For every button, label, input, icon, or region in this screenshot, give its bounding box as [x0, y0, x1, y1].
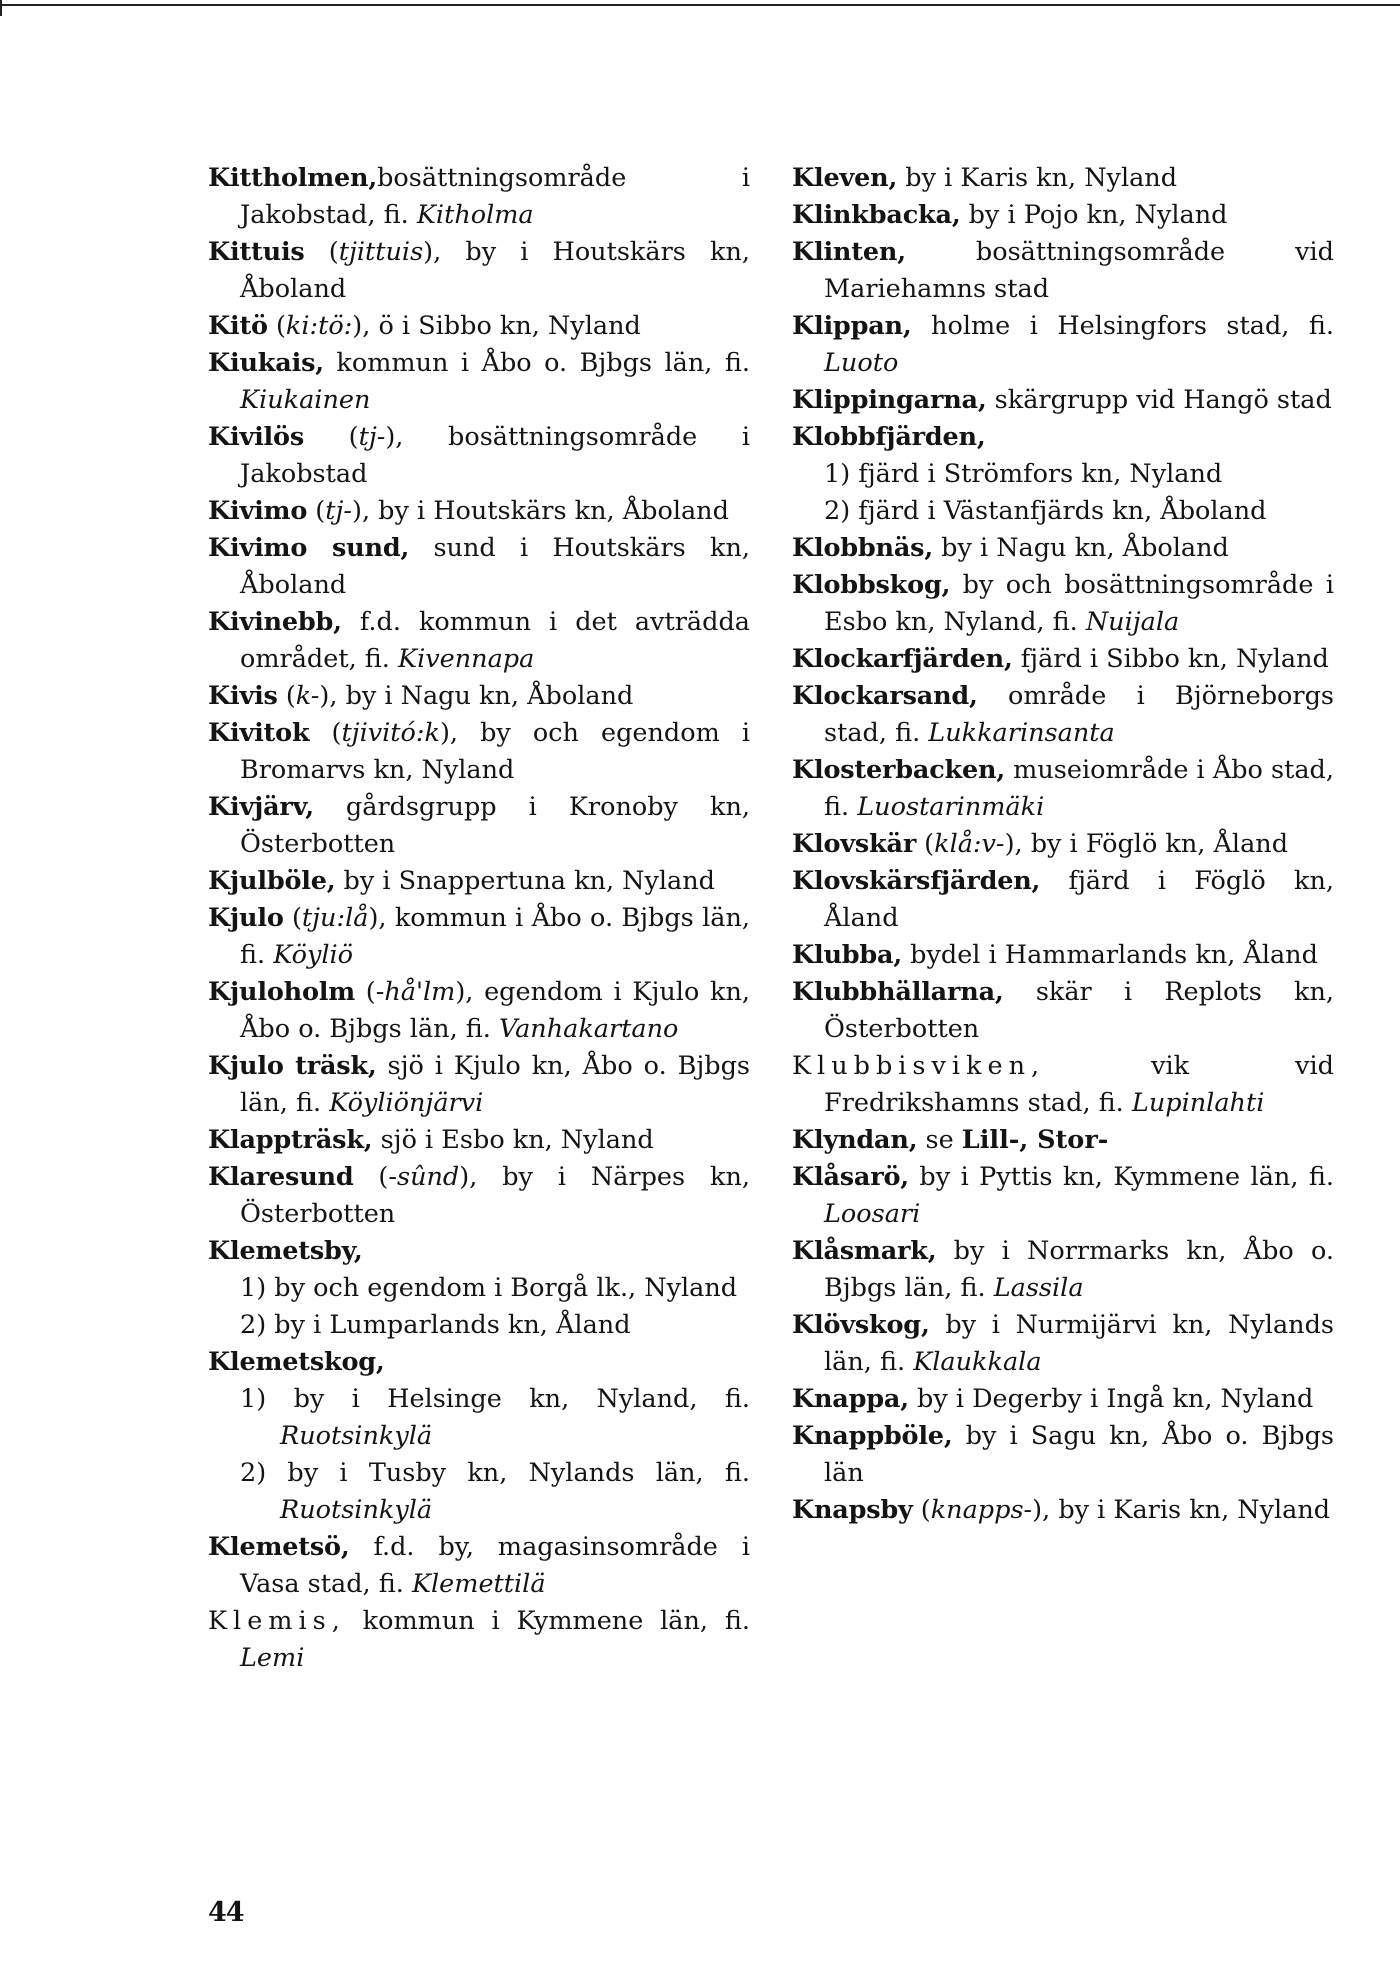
- headword: Klyndan,: [792, 1125, 918, 1155]
- entry-kivilos: [208, 419, 750, 493]
- entry-kivitok: [208, 715, 750, 789]
- name-form: hå'lm: [384, 977, 456, 1007]
- headword: Klåsmark,: [792, 1236, 937, 1266]
- sub-entry-klemetsby: [208, 1307, 750, 1344]
- entry-klovskar: [792, 826, 1334, 863]
- entry-klinten: [792, 234, 1334, 308]
- definition-text: ), kommun i Åbo o. Bjbgs län, fi.: [240, 903, 750, 970]
- definition-text: f.d. kommun i det avträdda området, fi.: [240, 607, 750, 674]
- scan-border-corner: [0, 0, 2, 16]
- entry-klovskog: [792, 1307, 1334, 1381]
- definition-text: (: [267, 311, 286, 341]
- definition-text: sjö i Esbo kn, Nyland: [372, 1125, 654, 1155]
- definition-text: sjö i Kjulo kn, Åbo o. Bjbgs län, fi.: [240, 1051, 750, 1118]
- headword: Klubba,: [792, 940, 903, 970]
- headword: Klubbisviken,: [792, 1051, 1046, 1081]
- definition-text: 1) by och egendom i Borgå lk., Nyland: [240, 1273, 738, 1303]
- entry-kjulo: [208, 900, 750, 974]
- entry-klemetso: [208, 1529, 750, 1603]
- definition-text: (-: [353, 1162, 397, 1192]
- name-form: Kiukainen: [240, 385, 371, 415]
- headword: Knappa,: [792, 1384, 909, 1414]
- definition-text: by i Karis kn, Nyland: [897, 163, 1178, 193]
- definition-text: bosättningsområde i Jakobstad, fi.: [240, 163, 750, 230]
- name-form: Klemettilä: [411, 1569, 546, 1599]
- sub-entry-klobbfjarden: [792, 493, 1334, 530]
- sub-entry-klobbfjarden: [792, 456, 1334, 493]
- entry-kjulo-trask: [208, 1048, 750, 1122]
- headword: Kitö: [208, 311, 268, 341]
- sub-entry-klemetsby: [208, 1270, 750, 1307]
- name-form: Lukkarinsanta: [928, 718, 1115, 748]
- entry-klosterbacken: [792, 752, 1334, 826]
- name-form: Vanhakartano: [499, 1014, 679, 1044]
- definition-text: bydel i Hammarlands kn, Åland: [902, 940, 1318, 970]
- name-form: Kitholma: [416, 200, 534, 230]
- definition-text: (: [912, 1495, 931, 1525]
- entry-klockarsand: [792, 678, 1334, 752]
- headword: Klippingarna,: [792, 385, 987, 415]
- definition-text: by och bosättningsområde i Esbo kn, Nyland, fi.: [824, 570, 1334, 637]
- name-form: ki:tö:: [285, 311, 353, 341]
- headword: Kivitok: [208, 718, 310, 748]
- name-form: Luoto: [824, 348, 899, 378]
- definition-text: by i Sagu kn, Åbo o. Bjbgs län: [824, 1421, 1334, 1488]
- name-form: Köyliö: [273, 940, 354, 970]
- cross-reference: Lill-, Stor-: [961, 1125, 1109, 1155]
- definition-text: kommun i Kymmene län, fi.: [345, 1606, 750, 1636]
- entry-klasmark: [792, 1233, 1334, 1307]
- definition-text: by i Snappertuna kn, Nyland: [335, 866, 715, 896]
- definition-text: vik vid Fredrikshamns stad, fi.: [824, 1051, 1334, 1118]
- definition-text: fjärd i Sibbo kn, Nyland: [1012, 644, 1329, 674]
- definition-text: ), bosättningsområde i Jakobstad: [240, 422, 750, 489]
- headword: Klubbhällarna,: [792, 977, 1004, 1007]
- headword: Klobbnäs,: [792, 533, 934, 563]
- headword: Kivilös: [208, 422, 305, 452]
- definition-text: museiområde i Åbo stad, fi.: [824, 755, 1334, 822]
- headword: Kivis: [208, 681, 278, 711]
- name-form: tj-: [325, 496, 352, 526]
- entry-knapsby: [792, 1492, 1334, 1529]
- entry-klyndan: [792, 1122, 1334, 1159]
- name-form: klå:v-: [934, 829, 1005, 859]
- headword: Kivjärv,: [208, 792, 314, 822]
- entry-klobbskog: [792, 567, 1334, 641]
- headword: Kittholmen,: [208, 163, 378, 193]
- definition-text: (: [309, 718, 342, 748]
- entry-kittuis: [208, 234, 750, 308]
- entry-klasaro: [792, 1159, 1334, 1233]
- left-column: [208, 160, 750, 1677]
- page-number: 44: [208, 1897, 244, 1928]
- definition-text: by i Norrmarks kn, Åbo o. Bjbgs län, fi.: [824, 1236, 1334, 1303]
- entry-kivinebb: [208, 604, 750, 678]
- definition-text: ), by och egendom i Bromarvs kn, Nyland: [240, 718, 750, 785]
- definition-text: skär i Replots kn, Österbotten: [824, 977, 1334, 1044]
- headword: Klaresund: [208, 1162, 354, 1192]
- headword: Kjulo: [208, 903, 284, 933]
- name-form: Ruotsinkylä: [280, 1495, 433, 1525]
- name-form: Klaukkala: [913, 1347, 1042, 1377]
- headword: Klockarfjärden,: [792, 644, 1013, 674]
- definition-text: (: [307, 496, 326, 526]
- entry-klovskarsfjarden: [792, 863, 1334, 937]
- entry-klobbnas: [792, 530, 1334, 567]
- name-form: Lemi: [240, 1643, 305, 1673]
- entry-knappa: [792, 1381, 1334, 1418]
- definition-text: (: [916, 829, 935, 859]
- headword: Klippan,: [792, 311, 912, 341]
- name-form: Lupinlahti: [1131, 1088, 1265, 1118]
- headword: Klosterbacken,: [792, 755, 1006, 785]
- definition-text: gårdsgrupp i Kronoby kn, Österbotten: [240, 792, 750, 859]
- name-form: Kivennapa: [398, 644, 535, 674]
- definition-text: se: [917, 1125, 962, 1155]
- headword: Kleven,: [792, 163, 898, 193]
- entry-kjulbole: [208, 863, 750, 900]
- name-form: Loosari: [824, 1199, 921, 1229]
- definition-text: by i Pyttis kn, Kymmene län, fi.: [908, 1162, 1334, 1192]
- entry-kivis: [208, 678, 750, 715]
- entry-kittholmen: [208, 160, 750, 234]
- entry-kito: [208, 308, 750, 345]
- definition-text: område i Björneborgs stad, fi.: [824, 681, 1334, 748]
- sub-entry-klemetskog: [208, 1381, 750, 1455]
- headword: Kiukais,: [208, 348, 324, 378]
- entry-kleven: [792, 160, 1334, 197]
- entry-klaresund: [208, 1159, 750, 1233]
- name-form: tjivitó:k: [341, 718, 440, 748]
- entry-klobbfjarden: [792, 419, 1334, 456]
- headword: Klåsarö,: [792, 1162, 909, 1192]
- definition-text: holme i Helsingfors stad, fi.: [911, 311, 1334, 341]
- headword: Kivimo sund,: [208, 533, 410, 563]
- name-form: knapps-: [930, 1495, 1033, 1525]
- definition-text: ), by i Houtskärs kn, Åboland: [352, 496, 729, 526]
- name-form: sûnd: [396, 1162, 460, 1192]
- definition-text: 2) by i Tusby kn, Nylands län, fi.: [240, 1458, 750, 1488]
- entry-klubbisviken: [792, 1048, 1334, 1122]
- definition-text: (-: [355, 977, 385, 1007]
- entry-klemis: [208, 1603, 750, 1677]
- name-form: Nuijala: [1085, 607, 1180, 637]
- headword: Klovskärsfjärden,: [792, 866, 1041, 896]
- definition-text: fjärd i Föglö kn, Åland: [824, 866, 1334, 933]
- definition-text: (: [283, 903, 302, 933]
- entry-klockarfjarden: [792, 641, 1334, 678]
- definition-text: (: [304, 237, 339, 267]
- definition-text: kommun i Åbo o. Bjbgs län, fi.: [323, 348, 750, 378]
- definition-text: ), by i Föglö kn, Åland: [1004, 829, 1289, 859]
- name-form: tj-: [358, 422, 386, 452]
- definition-text: bosättningsområde vid Mariehamns stad: [824, 237, 1334, 304]
- headword: Klockarsand,: [792, 681, 978, 711]
- headword: Klövskog,: [792, 1310, 930, 1340]
- headword: Klinten,: [792, 237, 906, 267]
- headword: Knapsby: [792, 1495, 913, 1525]
- name-form: Luostarinmäki: [857, 792, 1045, 822]
- definition-text: 1) by i Helsinge kn, Nyland, fi.: [240, 1384, 750, 1414]
- entry-knappbole: [792, 1418, 1334, 1492]
- sub-entry-klemetskog: [208, 1455, 750, 1529]
- headword: Klemetskog,: [208, 1347, 385, 1377]
- entry-kivimo-sund: [208, 530, 750, 604]
- entry-klippingarna: [792, 382, 1334, 419]
- definition-text: (: [304, 422, 359, 452]
- definition-text: by i Nurmijärvi kn, Nylands län, fi.: [824, 1310, 1334, 1377]
- definition-text: ), by i Karis kn, Nyland: [1032, 1495, 1331, 1525]
- definition-text: ), by i Houtskärs kn, Åboland: [240, 237, 750, 304]
- headword: Klobbfjärden,: [792, 422, 986, 452]
- entry-klinkbacka: [792, 197, 1334, 234]
- entry-kiukais: [208, 345, 750, 419]
- name-form: k-: [295, 681, 320, 711]
- definition-text: 2) by i Lumparlands kn, Åland: [240, 1310, 631, 1340]
- headword: Kivinebb,: [208, 607, 342, 637]
- headword: Klinkbacka,: [792, 200, 961, 230]
- entry-klemetsby: [208, 1233, 750, 1270]
- definition-text: by i Degerby i Ingå kn, Nyland: [908, 1384, 1314, 1414]
- entry-klapptrask: [208, 1122, 750, 1159]
- name-form: tjittuis: [338, 237, 424, 267]
- headword: Klovskär: [792, 829, 917, 859]
- definition-text: sund i Houtskärs kn, Åboland: [240, 533, 750, 600]
- headword: Klemis,: [208, 1606, 346, 1636]
- headword: Kjuloholm: [208, 977, 356, 1007]
- name-form: Ruotsinkylä: [280, 1421, 433, 1451]
- headword: Klemetsby,: [208, 1236, 363, 1266]
- definition-text: ), ö i Sibbo kn, Nyland: [352, 311, 641, 341]
- headword: Kivimo: [208, 496, 308, 526]
- entry-kivimo: [208, 493, 750, 530]
- entry-klubba: [792, 937, 1334, 974]
- definition-text: ), by i Nagu kn, Åboland: [319, 681, 634, 711]
- scan-border-top: [0, 4, 1400, 6]
- entry-klippan: [792, 308, 1334, 382]
- definition-text: (: [277, 681, 296, 711]
- name-form: Köyliönjärvi: [329, 1088, 484, 1118]
- headword: Kjulböle,: [208, 866, 336, 896]
- definition-text: f.d. by, magasinsområde i Vasa stad, fi.: [240, 1532, 750, 1599]
- entry-klemetskog: [208, 1344, 750, 1381]
- definition-text: skärgrupp vid Hangö stad: [986, 385, 1332, 415]
- name-form: Lassila: [993, 1273, 1084, 1303]
- headword: Klappträsk,: [208, 1125, 373, 1155]
- entry-kivjarv: [208, 789, 750, 863]
- headword: Kittuis: [208, 237, 305, 267]
- definition-text: by i Pojo kn, Nyland: [960, 200, 1228, 230]
- right-column: [792, 160, 1334, 1529]
- headword: Klemetsö,: [208, 1532, 350, 1562]
- definition-text: ), by i Närpes kn, Österbotten: [240, 1162, 750, 1229]
- entry-kjuloholm: [208, 974, 750, 1048]
- definition-text: ), egendom i Kjulo kn, Åbo o. Bjbgs län, fi.: [240, 977, 750, 1044]
- headword: Kjulo träsk,: [208, 1051, 377, 1081]
- entry-klubbhallarna: [792, 974, 1334, 1048]
- headword: Klobbskog,: [792, 570, 951, 600]
- definition-text: by i Nagu kn, Åboland: [933, 533, 1229, 563]
- definition-text: 1) fjärd i Strömfors kn, Nyland: [824, 459, 1223, 489]
- name-form: tju:lå: [301, 903, 369, 933]
- definition-text: 2) fjärd i Västanfjärds kn, Åboland: [824, 496, 1267, 526]
- headword: Knappböle,: [792, 1421, 953, 1451]
